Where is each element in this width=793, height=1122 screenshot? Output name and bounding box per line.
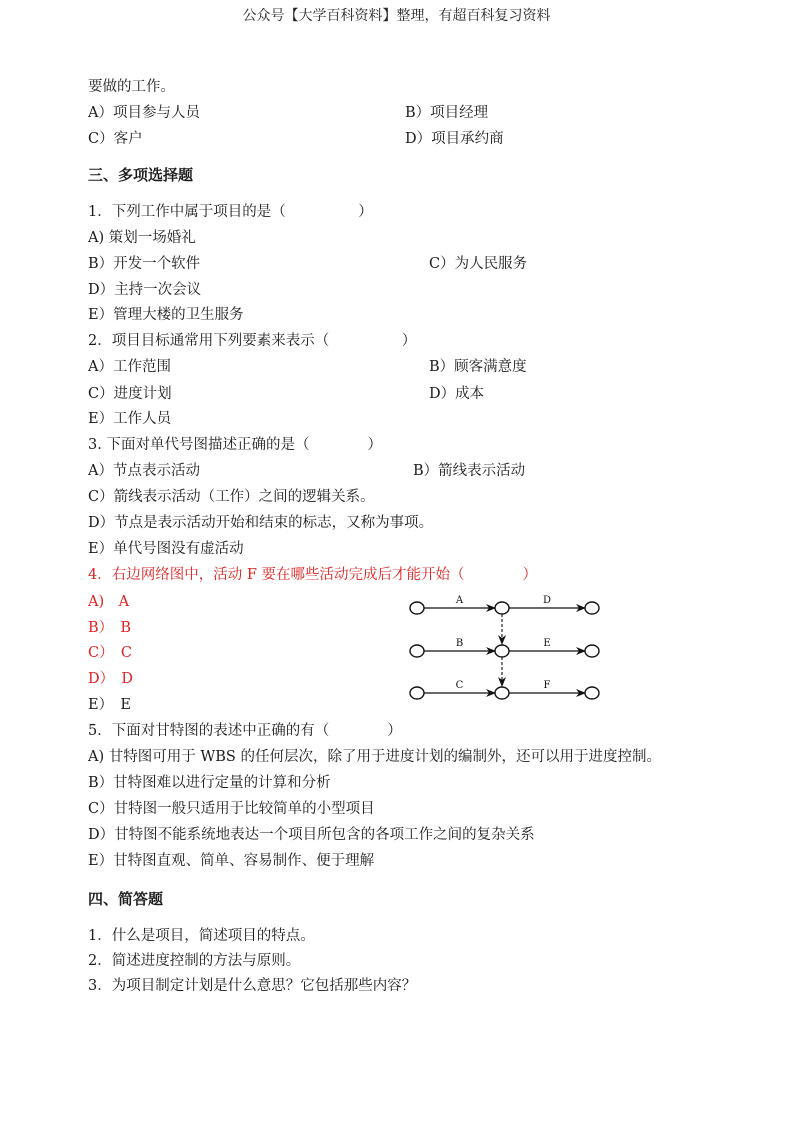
q5-option-c: C）甘特图一般只适用于比较简单的小型项目 bbox=[88, 801, 375, 817]
q1-option-c: C）为人民服务 bbox=[429, 256, 528, 272]
q2-option-b: B）顾客满意度 bbox=[429, 359, 527, 375]
q3-option-d: D）节点是表示活动开始和结束的标志，又称为事项。 bbox=[88, 515, 434, 531]
prev-option-b: B）项目经理 bbox=[405, 105, 489, 121]
event-node bbox=[495, 645, 509, 657]
short-answer-q1: 1．什么是项目，简述项目的特点。 bbox=[88, 928, 315, 944]
section-title-multiple-choice: 三、多项选择题 bbox=[88, 166, 194, 184]
q3-option-b: B）箭线表示活动 bbox=[413, 463, 526, 479]
prev-option-d: D）项目承约商 bbox=[405, 131, 504, 147]
q4-option-c: C） C bbox=[88, 645, 132, 661]
q5-option-a: A) 甘特图可用于 WBS 的任何层次，除了用于进度计划的编制外，还可以用于进度控制。 bbox=[88, 749, 661, 765]
q4-option-e: E） E bbox=[88, 697, 131, 713]
q4-option-b: B） B bbox=[88, 620, 132, 636]
network-diagram bbox=[395, 585, 615, 710]
q5-option-d: D）甘特图不能系统地表达一个项目所包含的各项工作之间的复杂关系 bbox=[88, 827, 535, 843]
activity-label-d: D bbox=[542, 595, 552, 606]
section-title-short-answer: 四、简答题 bbox=[88, 890, 164, 908]
q3-option-e: E）单代号图没有虚活动 bbox=[88, 541, 244, 557]
q5-option-e: E）甘特图直观、简单、容易制作、便于理解 bbox=[88, 853, 375, 869]
q2-option-d: D）成本 bbox=[429, 386, 485, 402]
q1-option-b: B）开发一个软件 bbox=[88, 256, 201, 272]
event-node bbox=[410, 687, 424, 699]
q3-option-c: C）箭线表示活动（工作）之间的逻辑关系。 bbox=[88, 489, 375, 505]
q2-option-e: E）工作人员 bbox=[88, 411, 172, 427]
event-node bbox=[410, 645, 424, 657]
q4-option-d: D） D bbox=[88, 671, 134, 687]
short-answer-q2: 2．简述进度控制的方法与原则。 bbox=[88, 953, 301, 969]
event-node bbox=[585, 645, 599, 657]
q3-option-a: A）节点表示活动 bbox=[88, 463, 200, 479]
prev-option-a: A）项目参与人员 bbox=[88, 105, 200, 121]
activity-label-f: F bbox=[543, 680, 551, 691]
prev-option-c: C）客户 bbox=[88, 131, 143, 147]
q4-stem: 4．右边网络图中，活动 F 要在哪些活动完成后才能开始（ ） bbox=[88, 567, 538, 583]
page-header-watermark: 公众号【大学百科资料】整理，有超百科复习资料 bbox=[242, 8, 551, 24]
q1-option-d: D）主持一次会议 bbox=[88, 282, 202, 298]
event-node bbox=[495, 602, 509, 614]
activity-label-a: A bbox=[455, 595, 464, 606]
prev-question-tail: 要做的工作。 bbox=[88, 79, 175, 95]
q2-stem: 2．项目目标通常用下列要素来表示（ ） bbox=[88, 333, 417, 349]
q4-option-a: A) A bbox=[88, 594, 130, 610]
q1-option-a: A) 策划一场婚礼 bbox=[88, 230, 196, 246]
q1-stem: 1．下列工作中属于项目的是（ ） bbox=[88, 204, 373, 220]
activity-label-b: B bbox=[455, 638, 464, 649]
event-node bbox=[585, 602, 599, 614]
q3-stem: 3. 下面对单代号图描述正确的是（ ） bbox=[88, 437, 382, 453]
q2-option-c: C）进度计划 bbox=[88, 386, 172, 402]
q1-option-e: E）管理大楼的卫生服务 bbox=[88, 307, 244, 323]
q2-option-a: A）工作范围 bbox=[88, 359, 171, 375]
q5-stem: 5．下面对甘特图的表述中正确的有（ ） bbox=[88, 723, 402, 739]
event-node bbox=[410, 602, 424, 614]
event-node bbox=[495, 687, 509, 699]
activity-label-c: C bbox=[455, 680, 464, 691]
event-node bbox=[585, 687, 599, 699]
q5-option-b: B）甘特图难以进行定量的计算和分析 bbox=[88, 775, 331, 791]
activity-label-e: E bbox=[543, 638, 551, 649]
short-answer-q3: 3．为项目制定计划是什么意思？它包括那些内容？ bbox=[88, 978, 417, 994]
